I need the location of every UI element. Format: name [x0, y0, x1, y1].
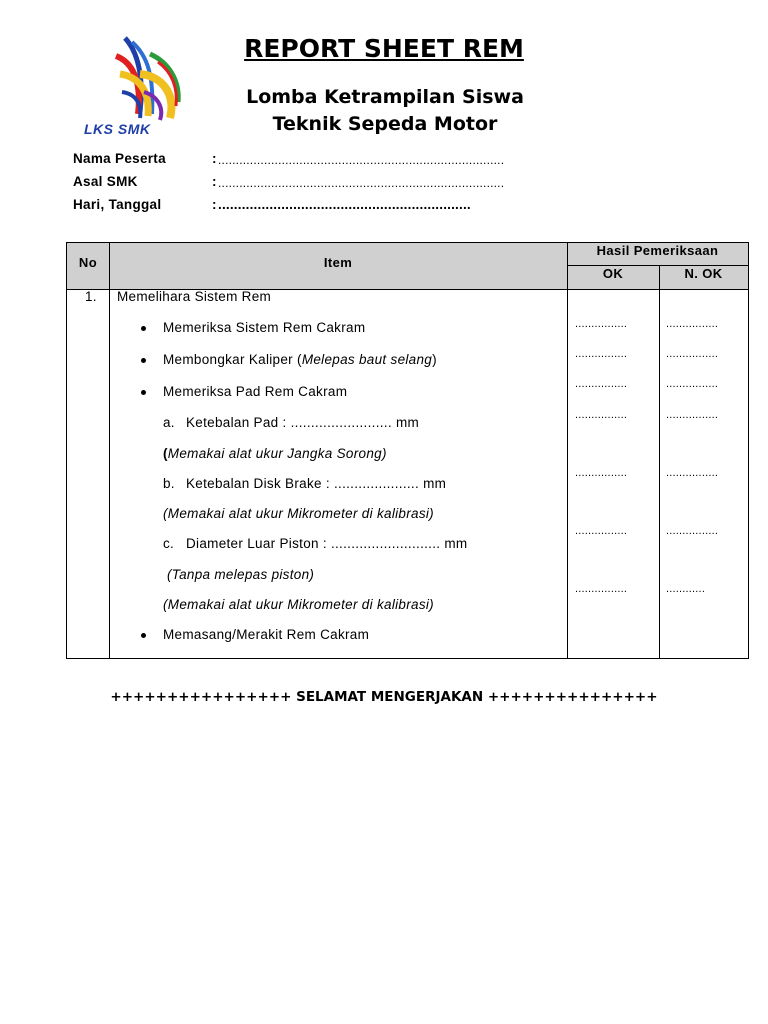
nok-check-4[interactable]: ................	[666, 409, 719, 421]
field-separator: :	[212, 151, 217, 166]
ok-check-6[interactable]: ................	[575, 525, 628, 537]
field-label-nama-peserta: Nama Peserta	[73, 151, 166, 166]
subtitle-line-2: Teknik Sepeda Motor	[272, 113, 498, 135]
bullet	[141, 390, 146, 395]
row-number: 1.	[85, 289, 97, 304]
item-bongkar-kaliper-close: )	[432, 352, 437, 367]
field-label-hari-tanggal: Hari, Tanggal	[73, 197, 162, 212]
ok-check-1[interactable]: ................	[575, 318, 628, 330]
subtitle-line-1: Lomba Ketrampilan Siswa	[246, 86, 524, 108]
sub-b-ketebalan-disk: Ketebalan Disk Brake : ..................... mm	[186, 476, 447, 491]
field-hari-tanggal[interactable]: ................................................................	[218, 197, 471, 212]
field-nama-peserta[interactable]: .................................................................................	[218, 153, 505, 167]
ok-check-3[interactable]: ................	[575, 378, 628, 390]
item-bongkar-kaliper	[163, 352, 437, 367]
item-periksa-sistem-rem: Memeriksa Sistem Rem Cakram	[163, 320, 366, 335]
col-header-nok: N. OK	[684, 266, 723, 281]
ok-check-4[interactable]: ................	[575, 409, 628, 421]
sub-c-note-1: (Tanpa melepas piston)	[167, 567, 315, 582]
sub-b-letter: b.	[163, 476, 175, 491]
bullet	[141, 326, 146, 331]
report-table	[66, 242, 749, 659]
field-asal-smk[interactable]: .................................................................................	[218, 176, 505, 190]
sub-c-diameter-piston: Diameter Luar Piston : ........................... mm	[186, 536, 468, 551]
ok-check-7[interactable]: ................	[575, 583, 628, 595]
ok-check-5[interactable]: ................	[575, 467, 628, 479]
main-item: Memelihara Sistem Rem	[117, 289, 272, 304]
sub-a-note	[163, 446, 387, 461]
item-bongkar-kaliper-note: Melepas baut selang	[301, 352, 433, 367]
field-label-asal-smk: Asal SMK	[73, 174, 138, 189]
sub-a-note-paren: (	[163, 446, 168, 461]
page-title: REPORT SHEET REM	[244, 34, 524, 63]
nok-check-3[interactable]: ................	[666, 378, 719, 390]
nok-check-7[interactable]: ............	[666, 583, 706, 595]
nok-check-6[interactable]: ................	[666, 525, 719, 537]
sub-a-letter: a.	[163, 415, 175, 430]
field-separator: :	[212, 197, 217, 212]
col-header-item: Item	[323, 255, 353, 270]
item-bongkar-kaliper-text: Membongkar Kaliper (	[163, 352, 302, 367]
sub-a-ketebalan-pad: Ketebalan Pad : ......................... mm	[186, 415, 420, 430]
item-pasang-rem: Memasang/Merakit Rem Cakram	[163, 627, 370, 642]
lks-smk-logo	[80, 32, 190, 140]
bullet	[141, 633, 146, 638]
nok-check-2[interactable]: ................	[666, 348, 719, 360]
col-header-ok: OK	[602, 266, 624, 281]
nok-check-5[interactable]: ................	[666, 467, 719, 479]
ok-check-2[interactable]: ................	[575, 348, 628, 360]
field-separator: :	[212, 174, 217, 189]
col-header-hasil-pemeriksaan: Hasil Pemeriksaan	[596, 243, 719, 258]
sub-c-letter: c.	[163, 536, 175, 551]
sub-b-note: (Memakai alat ukur Mikrometer di kalibrasi)	[163, 506, 434, 521]
nok-check-1[interactable]: ................	[666, 318, 719, 330]
sub-a-note-text: Memakai alat ukur Jangka Sorong)	[167, 446, 387, 461]
footer-message: ++++++++++++++++ SELAMAT MENGERJAKAN +++++++++++++++	[110, 689, 658, 705]
item-periksa-pad: Memeriksa Pad Rem Cakram	[163, 384, 348, 399]
col-header-no: No	[78, 255, 98, 270]
bullet	[141, 358, 146, 363]
logo-text: LKS SMK	[84, 121, 151, 137]
sub-c-note-2: (Memakai alat ukur Mikrometer di kalibrasi)	[163, 597, 434, 612]
